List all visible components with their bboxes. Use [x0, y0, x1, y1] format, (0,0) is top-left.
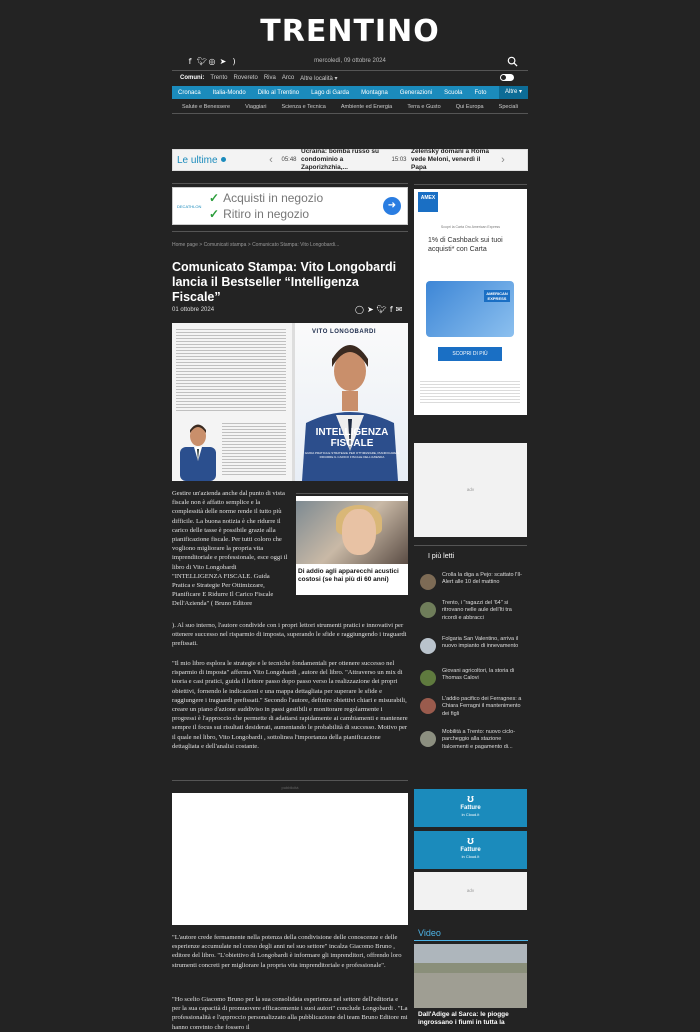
amex-cta-button[interactable]: SCOPRI DI PIÙ	[438, 347, 502, 361]
divider	[172, 780, 408, 781]
search-icon[interactable]	[507, 56, 518, 67]
nav-more-dropdown[interactable]: Altre ▾	[499, 86, 528, 99]
sub-nav-item[interactable]: Viaggiari	[245, 103, 267, 110]
list-item-title[interactable]: Trento, i "ragazzi del '64" si ritrovano nelle aule dell'Iti tra ricordi e abbracci	[442, 600, 512, 621]
mail-icon[interactable]: ✉	[395, 305, 403, 314]
twitter-icon[interactable]: 🐦︎	[376, 305, 387, 314]
facebook-icon[interactable]: f	[188, 57, 192, 66]
ticker-headline[interactable]: Ucraina: bomba russo su condominio a Zaporizhzhia,...	[301, 148, 380, 171]
article-title: Comunicato Stampa: Vito Longobardi lancia il Bestseller “Intelligenza Fiscale”	[172, 260, 397, 304]
directions-icon[interactable]: ➜	[383, 197, 401, 215]
breadcrumb-current: Comunicato Stampa: Vito Longobardi...	[252, 242, 340, 248]
amex-headline: 1% di Cashback sui tuoi acquisti* con Carta	[428, 237, 503, 253]
sub-nav-item[interactable]: Terra e Gusto	[407, 103, 441, 110]
article-image	[172, 323, 408, 481]
main-nav	[172, 86, 528, 99]
comune-link[interactable]: Riva	[263, 75, 276, 81]
thumbnail	[420, 574, 436, 590]
fatture-subtitle: in Cloud.it	[461, 812, 480, 817]
video-section-heading[interactable]: Video	[418, 928, 441, 938]
book-title: INTELLIGENZA FISCALE	[315, 427, 389, 449]
list-item[interactable]	[418, 572, 528, 596]
list-item-title[interactable]: Mobilità a Trento: nuovo ciclo-parcheggio alla stazione Italcementi e pagamento di...	[442, 729, 516, 750]
sub-nav	[172, 101, 528, 112]
check-icon: ✓	[209, 207, 220, 221]
fatture-subtitle: in Cloud.it	[461, 854, 480, 859]
list-item-title[interactable]: Folgaria San Valentino, arriva il nuovo impianto di innevamento	[442, 636, 519, 650]
divider	[414, 940, 528, 941]
amex-logo: AMEX	[418, 192, 438, 212]
comune-link[interactable]: Arco	[281, 75, 295, 81]
divider	[172, 183, 408, 184]
fatture-title: Fatture	[460, 805, 481, 811]
sub-nav-item[interactable]: Qui Europa	[455, 103, 484, 110]
back-cover-text	[222, 421, 286, 477]
thumbnail	[420, 670, 436, 686]
fatture-logo-icon: ʊ	[467, 835, 474, 847]
breadcrumb-home[interactable]: Home page	[172, 242, 198, 248]
fatture-logo-icon: ʊ	[467, 793, 474, 805]
book-author: VITO LONGOBARDI	[312, 329, 377, 335]
thumbnail	[420, 602, 436, 618]
dark-mode-toggle[interactable]	[500, 74, 514, 81]
author-photo	[178, 421, 218, 481]
fatture-title: Fatture	[460, 847, 481, 853]
telegram-icon[interactable]: ➤	[366, 305, 374, 314]
list-item[interactable]	[418, 696, 528, 720]
breadcrumb-section[interactable]: Comunicati stampa	[203, 242, 247, 248]
fatture-advertisement[interactable]	[414, 789, 527, 827]
altre-localita-dropdown[interactable]: Altre località ▾	[300, 75, 338, 82]
ticker-time: 05:48	[281, 157, 297, 163]
article-paragraph: "Il mio libro esplora le strategie e le tecniche fondamentali per ottenere successo nel risparmio di imposta" afferma Vito Longobardi , autore del libro. "Attraverso un mix di teoria e casi pratici, guida il lettore passo dopo passo verso la realizzazione dei propri obiettivi, fornendo le indicazioni e una mappa dettagliata per superare le sfide e raggiungere i traguardi prefissati." Secondo l'autore, definire obiettivi chiari e misurabili, creare un piano d'azione suddiviso in passi gestibili e monitorare regolarmente i progressi è l'approccio che permette di adattarsi rapidamente ai cambiamenti e mantenere sempre il focus sui risultati desiderati, aumentando le probabilità di successo. Motivo per il quale nel libro, Vito Longobardi , sottolinea l'importanza della pianificazione dettagliata e dell'analisi costante.	[172, 660, 408, 750]
article-date: 01 ottobre 2024	[172, 307, 215, 313]
ad-image	[296, 501, 408, 564]
amex-advertisement[interactable]	[414, 189, 527, 415]
sub-nav-item[interactable]: Speciali	[498, 103, 518, 110]
advertisement-placeholder[interactable]: adv	[414, 872, 527, 910]
list-item-title[interactable]: L'addio pacifico dei Ferragnes: a Chiara Ferragni il mantenimento dei figli	[442, 696, 522, 717]
advertisement-box[interactable]	[172, 785, 408, 925]
telegram-icon[interactable]: ➤	[219, 57, 227, 66]
list-item[interactable]	[418, 600, 528, 624]
amex-small-text: Scopri la Carta Oro American Express	[440, 225, 501, 229]
instagram-icon[interactable]: ◎	[208, 57, 216, 66]
divider	[172, 70, 528, 71]
advertisement-placeholder[interactable]: adv	[414, 443, 527, 537]
video-title[interactable]: Dall'Adige al Sarca: le piogge ingrossano i fiumi in tutta la	[418, 1011, 509, 1026]
twitter-icon[interactable]: 🐦︎	[197, 57, 208, 66]
advertisement-banner[interactable]	[172, 187, 408, 225]
nav-item[interactable]: Dillo al Trentino	[257, 89, 300, 96]
nav-item[interactable]: Italia-Mondo	[212, 89, 246, 96]
article-paragraph: ). Al suo interno, l'autore condivide con i propri lettori strumenti pratici e innovativi per ottenere successo nel risparmio di imposta, superando le sfide e raggiungendo i traguardi prefissati.	[172, 622, 407, 648]
thumbnail	[420, 638, 436, 654]
nav-item[interactable]: Montagna	[361, 89, 388, 96]
site-logo[interactable]: TRENTINO	[260, 14, 440, 49]
article-paragraph: "L'autore crede fermamente nella potenza della condivisione delle conoscenze e delle esperienze accumulate nel corso degli anni nel suo settore" incalza Giacomo Bruno , editore del libro. "L'obiettivo di Longobardi è informare gli imprenditori, offrendo loro strumenti concreti per migliorare la propria vita imprenditoriale e professionale".	[172, 934, 402, 969]
ticker-headline[interactable]: Zelensky domani a Roma vede Meloni, venerdì il Papa	[411, 148, 490, 171]
check-icon: ✓	[209, 191, 220, 205]
chevron-left-icon[interactable]: ‹	[269, 154, 273, 166]
thumbnail	[420, 698, 436, 714]
divider	[172, 231, 408, 232]
article-paragraph: Gestire un'azienda anche dal punto di vista fiscale non è affatto semplice e la complessità delle norme rende il tutto più difficile. La buona notizia è che ridurre il carico delle tasse è possibile grazie alla pianificazione fiscale. Per tutti coloro che vogliono migliorare la propria vita imprenditoriale e professionale, esce oggi il libro di Vito Longobardi "INTELLIGENZA FISCALE. Guida Pratica e Strategie Per Ottimizzare, Pianificare E Ridurre Il Carico Fiscale Dell'Azienda" ( Bruno Editore	[172, 490, 288, 608]
ticker-time: 15:03	[391, 157, 407, 163]
ticker-label: Le ultime	[173, 155, 265, 166]
sub-nav-item[interactable]: Salute e Benessere	[182, 103, 231, 110]
top-bar	[172, 56, 528, 70]
comuni-label: Comuni:	[180, 75, 205, 81]
list-item-title[interactable]: Giovani agricoltori, la storia di Thomas Calovi	[442, 668, 515, 682]
list-item[interactable]	[418, 668, 528, 692]
nav-item[interactable]: Generazioni	[399, 89, 433, 96]
credit-card-image: AMERICAN EXPRESS	[426, 281, 514, 337]
whatsapp-icon[interactable]: ◯	[355, 305, 364, 314]
comuni-bar	[180, 72, 520, 84]
amex-fine-print	[420, 379, 520, 403]
sub-nav-item[interactable]: Scienza e Tecnica	[281, 103, 326, 110]
comune-link[interactable]: Trento	[210, 75, 228, 81]
ad-label: pubblicità	[281, 785, 299, 790]
sub-nav-item[interactable]: Ambiente ed Energia	[340, 103, 393, 110]
article-paragraph: "Ho scelto Giacomo Bruno per la sua consolidata esperienza nel settore dell'editoria e per la sua capacità di promuovere efficacemente i suoi autori" conclude Longobardi . "La professionalità e l'approccio personalizzato alla pubblicazione del team Bruno Editore mi hanno convinto che fossero il	[172, 996, 408, 1031]
video-thumbnail[interactable]	[414, 944, 527, 1008]
share-buttons	[355, 305, 402, 314]
ad-brand: DECATHLON	[177, 204, 202, 209]
sponsored-video-ad[interactable]	[296, 496, 408, 595]
thumbnail	[420, 731, 436, 747]
rss-icon[interactable]: )	[232, 57, 236, 66]
divider	[296, 493, 408, 494]
back-cover-text	[176, 327, 286, 411]
nav-item[interactable]: Foto	[474, 89, 487, 96]
ad-line: ✓ Acquisti in negozio	[209, 191, 324, 205]
latest-news-ticker	[172, 149, 528, 171]
divider	[414, 184, 527, 185]
nav-item[interactable]: Lago di Garda	[311, 89, 350, 96]
book-subtitle: GUIDA PRATICA E STRATEGIE PER OTTIMIZZARE, PIANIFICARE E RIDURRE IL CARICO FISCALE DELL'AZIENDA	[304, 451, 400, 459]
ad-line: ✓ Ritiro in negozio	[209, 207, 310, 221]
facebook-icon[interactable]: f	[389, 305, 393, 314]
nav-item[interactable]: Scuola	[444, 89, 463, 96]
list-item-title[interactable]: Crolla la diga a Pejo: scattato l'Il-Alert alle 10 del mattino	[442, 572, 522, 586]
list-item[interactable]	[418, 729, 528, 753]
chevron-right-icon[interactable]: ›	[501, 154, 505, 166]
divider	[172, 113, 528, 114]
list-item[interactable]	[418, 636, 528, 660]
most-read-heading: I più letti	[428, 553, 455, 560]
ad-caption[interactable]: Di addio agli apparecchi acustici costosi (se hai più di 60 anni)	[298, 568, 399, 583]
breadcrumb: Home page > Comunicati stampa > Comunicato Stampa: Vito Longobardi...	[172, 242, 340, 248]
fatture-advertisement[interactable]	[414, 831, 527, 869]
comune-link[interactable]: Rovereto	[233, 75, 258, 81]
divider	[414, 545, 527, 546]
current-date: mercoledì, 09 ottobre 2024	[314, 58, 386, 64]
nav-item[interactable]: Cronaca	[178, 89, 201, 96]
